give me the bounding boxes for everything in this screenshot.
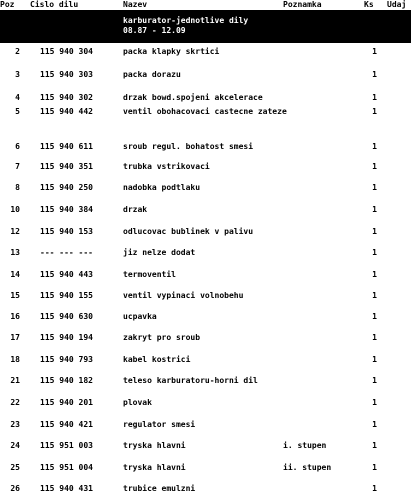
row-ks: 1 xyxy=(372,107,377,116)
header-nazev: Nazev xyxy=(123,0,148,9)
row-cislo: 115 940 351 xyxy=(40,162,93,171)
row-poz: 8 xyxy=(15,183,20,192)
row-cislo: 115 940 153 xyxy=(40,227,93,236)
banner-period: 08.87 - 12.09 xyxy=(123,26,186,35)
row-ks: 1 xyxy=(372,47,377,56)
row-nazev: ventil vypinaci volnobehu xyxy=(123,291,244,300)
row-ks: 1 xyxy=(372,398,377,407)
row-poz: 14 xyxy=(10,270,20,279)
row-nazev: nadobka podtlaku xyxy=(123,183,201,192)
row-nazev: odlucovac bublinek v palivu xyxy=(123,227,254,236)
row-poz: 17 xyxy=(10,333,20,342)
row-nazev: termoventil xyxy=(123,270,176,279)
row-ks: 1 xyxy=(372,183,377,192)
row-cislo: 115 940 443 xyxy=(40,270,93,279)
row-nazev: packa klapky skrtici xyxy=(123,47,220,56)
row-poz: 18 xyxy=(10,355,20,364)
row-poz: 26 xyxy=(10,484,20,493)
row-nazev: plovak xyxy=(123,398,152,407)
row-cislo: 115 940 155 xyxy=(40,291,93,300)
row-nazev: zakryt pro sroub xyxy=(123,333,201,342)
row-poznamka: ii. stupen xyxy=(283,463,332,472)
row-poz: 24 xyxy=(10,441,20,450)
row-ks: 1 xyxy=(372,312,377,321)
row-nazev: sroub regul. bohatost smesi xyxy=(123,142,254,151)
row-nazev: drzak bowd.spojeni akcelerace xyxy=(123,93,263,102)
row-poz: 22 xyxy=(10,398,20,407)
row-poz: 15 xyxy=(10,291,20,300)
row-nazev: packa dorazu xyxy=(123,70,181,79)
row-ks: 1 xyxy=(372,93,377,102)
row-cislo: 115 940 250 xyxy=(40,183,93,192)
row-nazev: drzak xyxy=(123,205,148,214)
row-cislo: 115 940 431 xyxy=(40,484,93,493)
row-nazev: tryska hlavni xyxy=(123,463,186,472)
row-cislo: --- --- --- xyxy=(40,248,93,257)
row-cislo: 115 951 003 xyxy=(40,441,93,450)
row-poz: 16 xyxy=(10,312,20,321)
row-ks: 1 xyxy=(372,205,377,214)
row-ks: 1 xyxy=(372,227,377,236)
banner-title: karburator-jednotlive dily xyxy=(123,16,249,25)
row-poz: 12 xyxy=(10,227,20,236)
row-poz: 13 xyxy=(10,248,20,257)
section-banner xyxy=(0,11,411,43)
row-cislo: 115 940 611 xyxy=(40,142,93,151)
row-poz: 23 xyxy=(10,420,20,429)
row-ks: 1 xyxy=(372,333,377,342)
row-nazev: trubice emulzni xyxy=(123,484,196,493)
row-ks: 1 xyxy=(372,162,377,171)
row-poznamka: i. stupen xyxy=(283,441,327,450)
row-ks: 1 xyxy=(372,376,377,385)
row-poz: 3 xyxy=(15,70,20,79)
row-nazev: tryska hlavni xyxy=(123,441,186,450)
row-poz: 25 xyxy=(10,463,20,472)
row-cislo: 115 951 004 xyxy=(40,463,93,472)
header-ks: Ks xyxy=(364,0,374,9)
header-poznamka: Poznamka xyxy=(283,0,322,9)
row-poz: 6 xyxy=(15,142,20,151)
row-cislo: 115 940 304 xyxy=(40,47,93,56)
row-cislo: 115 940 194 xyxy=(40,333,93,342)
row-poz: 2 xyxy=(15,47,20,56)
row-ks: 1 xyxy=(372,420,377,429)
row-cislo: 115 940 182 xyxy=(40,376,93,385)
row-cislo: 115 940 201 xyxy=(40,398,93,407)
row-ks: 1 xyxy=(372,270,377,279)
header-poz: Poz xyxy=(0,0,15,9)
row-nazev: jiz nelze dodat xyxy=(123,248,196,257)
header-cislo: Cislo dilu xyxy=(30,0,79,9)
row-cislo: 115 940 421 xyxy=(40,420,93,429)
row-cislo: 115 940 302 xyxy=(40,93,93,102)
row-ks: 1 xyxy=(372,441,377,450)
row-nazev: ventil obohacovaci castecne zateze xyxy=(123,107,287,116)
row-ks: 1 xyxy=(372,463,377,472)
row-poz: 7 xyxy=(15,162,20,171)
row-nazev: regulator smesi xyxy=(123,420,196,429)
row-poz: 4 xyxy=(15,93,20,102)
row-cislo: 115 940 630 xyxy=(40,312,93,321)
row-cislo: 115 940 442 xyxy=(40,107,93,116)
header-udaj: Udaj xyxy=(387,0,407,9)
row-cislo: 115 940 384 xyxy=(40,205,93,214)
row-ks: 1 xyxy=(372,142,377,151)
row-poz: 21 xyxy=(10,376,20,385)
row-ks: 1 xyxy=(372,70,377,79)
row-nazev: trubka vstrikovaci xyxy=(123,162,210,171)
row-ks: 1 xyxy=(372,355,377,364)
row-nazev: kabel kostrici xyxy=(123,355,191,364)
row-ks: 1 xyxy=(372,248,377,257)
row-poz: 10 xyxy=(10,205,20,214)
row-nazev: ucpavka xyxy=(123,312,157,321)
row-nazev: teleso karburatoru-horni dil xyxy=(123,376,258,385)
row-poz: 5 xyxy=(15,107,20,116)
row-cislo: 115 940 793 xyxy=(40,355,93,364)
row-cislo: 115 940 303 xyxy=(40,70,93,79)
row-ks: 1 xyxy=(372,291,377,300)
row-ks: 1 xyxy=(372,484,377,493)
